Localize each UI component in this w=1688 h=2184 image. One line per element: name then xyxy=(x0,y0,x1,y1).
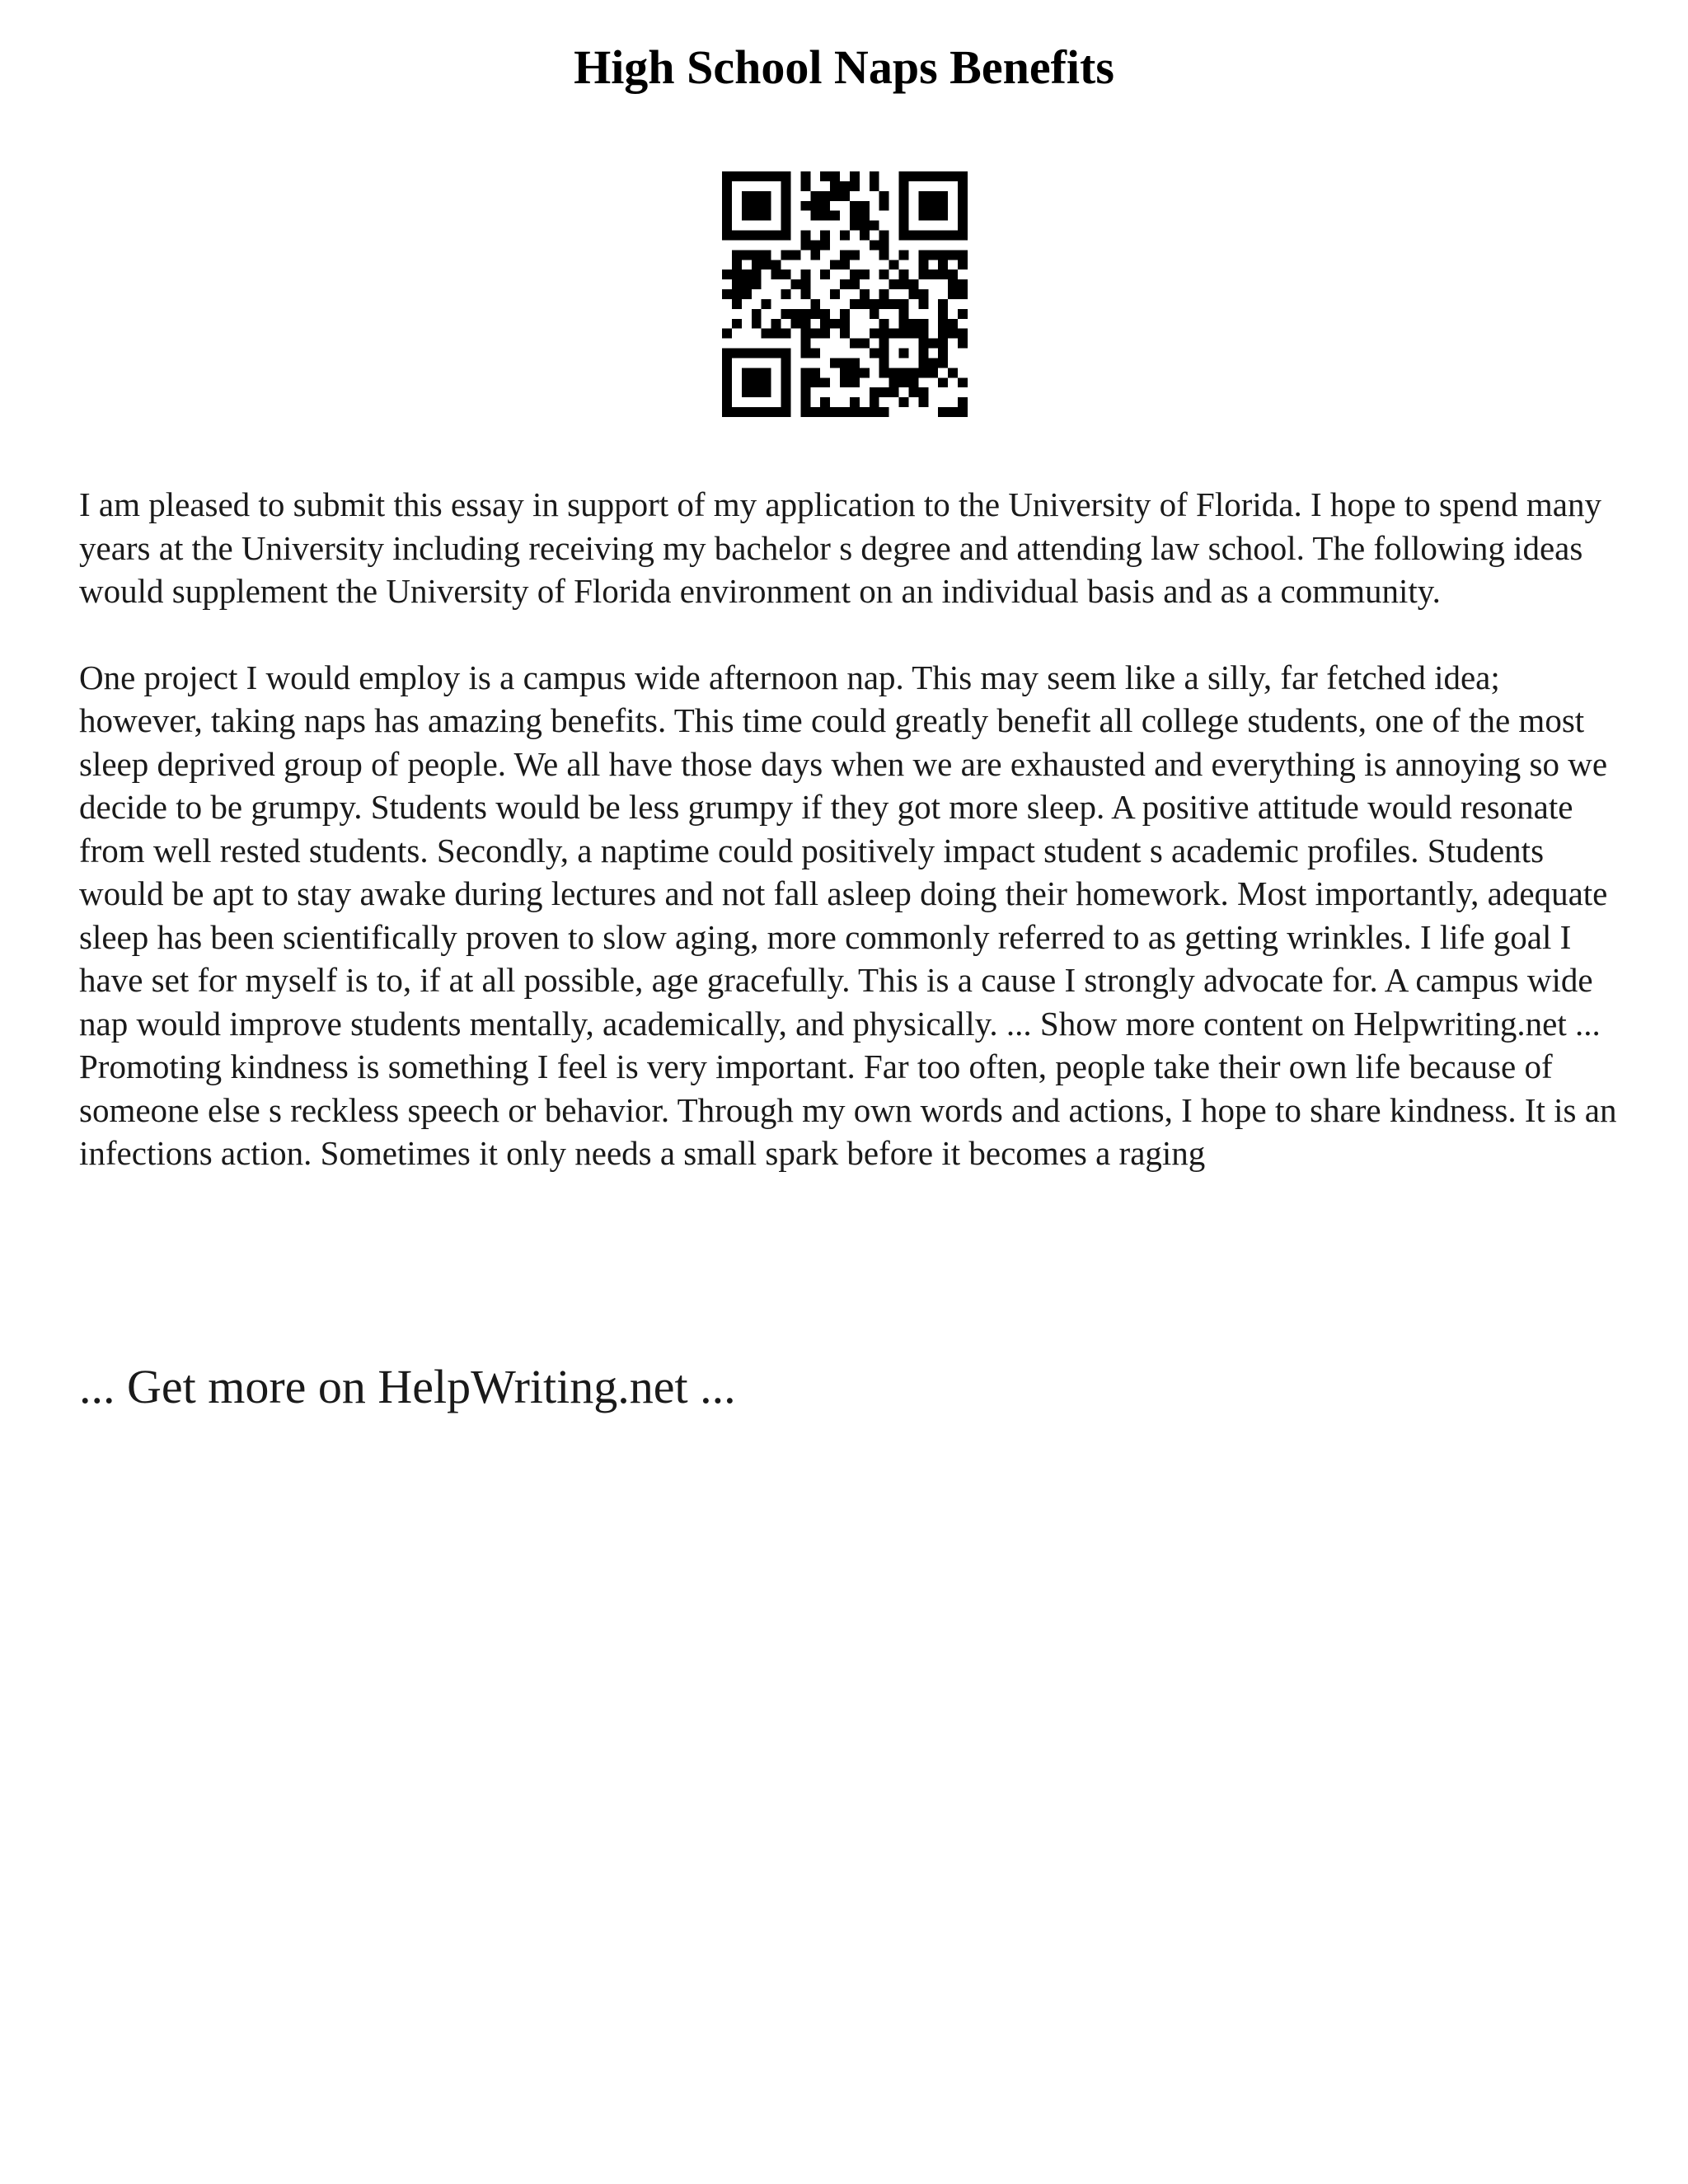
essay-paragraph: I am pleased to submit this essay in support of my application to the University of Florida. I hope to spend many years at the University including receiving my bachelor s degree and attending law school. The following ideas would supplement the University of Florida environment on an individual basis and as a community. xyxy=(79,485,1601,610)
qr-code-icon xyxy=(722,171,968,417)
page-title: High School Naps Benefits xyxy=(574,40,1114,94)
get-more-link[interactable]: ... Get more on HelpWriting.net ... xyxy=(79,1360,736,1413)
essay-body xyxy=(79,483,1622,1175)
essay-paragraph: One project I would employ is a campus wide afternoon nap. This may seem like a silly, far fetched idea; however, taking naps has amazing benefits. This time could greatly benefit all college students, one of the most sleep deprived group of people. We all have those days when we are exhausted and everything is annoying so we decide to be grumpy. Students would be less grumpy if they got more sleep. A positive attitude would resonate from well rested students. Secondly, a naptime could positively impact student s academic profiles. Students would be apt to stay awake during lectures and not fall asleep doing their homework. Most importantly, adequate sleep has been scientifically proven to slow aging, more commonly referred to as getting wrinkles. I life goal I have set for myself is to, if at all possible, age gracefully. This is a cause I strongly advocate for. A campus wide nap would improve students mentally, academically, and physically. ... Show more content on Helpwriting.net ... Promoting kindness is something I feel is very important. Far too often, people take their own life because of someone else s reckless speech or behavior. Through my own words and actions, I hope to share kindness. It is an infections action. Sometimes it only needs a small spark before it becomes a raging xyxy=(79,658,1617,1172)
